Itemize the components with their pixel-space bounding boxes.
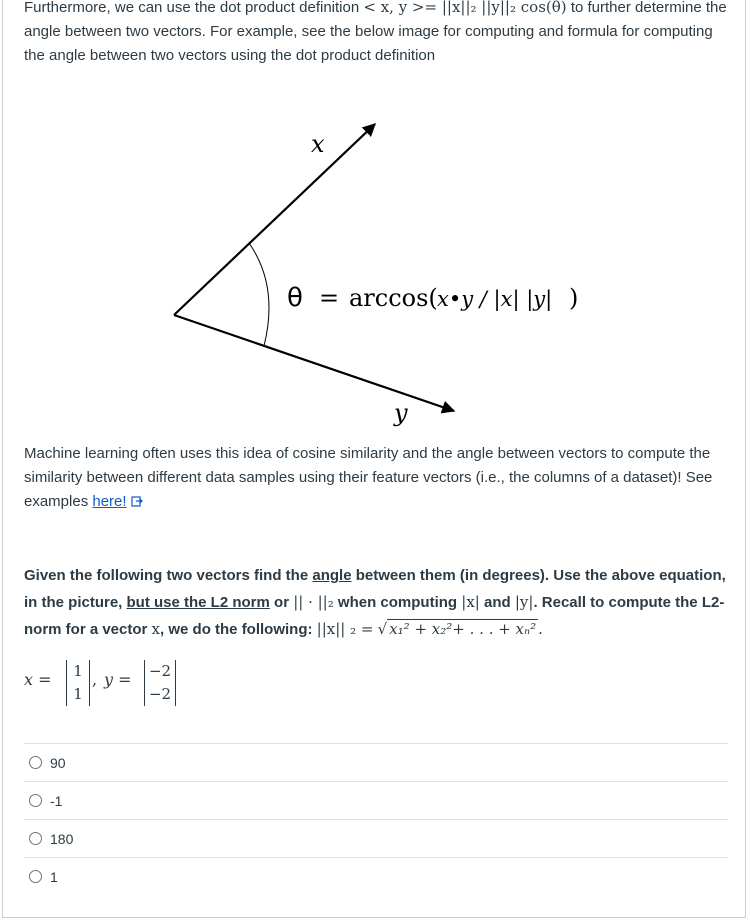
y-vector-symbol: y = (104, 670, 132, 689)
x-vector-value: 1 (73, 685, 83, 703)
answer-label: 180 (50, 831, 74, 847)
y-vector-label: y (394, 399, 408, 427)
answer-option[interactable] (24, 781, 728, 820)
question-frame (2, 0, 746, 918)
intro-text-2: to further determine the angle between two vectors. For example, see the below image for computing and formula for computing the angle between two vectors using the dot product definition (24, 0, 727, 64)
sqrt-expression: x₁² + x₂²+ . . . + xₙ² (389, 620, 537, 638)
question-text-1: Given the following two vectors find the (24, 567, 309, 584)
answer-option[interactable] (24, 819, 728, 858)
y-vector-value: −2 (148, 662, 172, 680)
x-vector-symbol: x = (24, 670, 52, 689)
norm-symbol: || · ||₂ (293, 593, 334, 611)
ml-text: Machine learning often uses this idea of cosine similarity and the angle between vectors to compute the similarity between different data samples using their feature vectors (i.e., the columns of a dataset)! See examples (24, 445, 713, 510)
angle-diagram (153, 108, 613, 428)
y-vector-value: −2 (148, 685, 172, 703)
abs-y: |y| (514, 593, 534, 611)
intro-paragraph (24, 0, 728, 68)
question-paragraph (24, 563, 728, 643)
examples-link[interactable]: here! (92, 493, 127, 510)
y-vector-matrix (144, 660, 176, 706)
x-vector-value: 1 (73, 662, 83, 680)
angle-term: angle (312, 567, 352, 584)
abs-x: |x| (461, 593, 480, 611)
x-vector-arrow (174, 124, 375, 315)
radio-button[interactable] (29, 794, 42, 807)
theta-symbol: θ (287, 283, 303, 313)
arccos-expression: x•y / |x| |y| (437, 287, 553, 311)
arccos-close-paren: ) (569, 284, 579, 312)
question-text-2: between them (in degrees). Use the above equation, in the picture, (24, 567, 726, 611)
l2-norm-lhs: ||x|| ₂ = (316, 620, 374, 638)
angle-arc (249, 243, 269, 346)
answer-option[interactable] (24, 857, 728, 896)
answer-option[interactable] (24, 743, 728, 782)
and-word: and (484, 594, 511, 611)
answer-label: 1 (50, 869, 58, 885)
answer-label: 90 (50, 755, 66, 771)
equals-sign: = (319, 284, 340, 312)
x-vector-matrix (66, 660, 90, 706)
x-vector-label: x (311, 130, 325, 158)
question-text-4: when computing (337, 594, 458, 611)
dot-product-formula: < x, y >= ||x||₂ ||y||₂ cos(θ) (363, 0, 567, 16)
radio-button[interactable] (29, 870, 42, 883)
question-text-6: , we do the following: (160, 621, 313, 638)
question-text-5: . Recall to compute the L2-norm for a vector (24, 594, 725, 638)
ml-paragraph (24, 442, 728, 514)
question-text-3: or (274, 594, 290, 611)
y-vector-arrow (174, 315, 454, 411)
answer-label: -1 (50, 793, 63, 809)
vector-comma: , (92, 670, 98, 689)
arccos-label: arccos( (349, 284, 438, 312)
radio-button[interactable] (29, 832, 42, 845)
external-link-icon[interactable] (131, 495, 143, 507)
formula-period: . (538, 620, 543, 638)
sqrt-sign: √ (377, 620, 388, 638)
vector-x-bold: x (151, 620, 161, 638)
radio-button[interactable] (29, 756, 42, 769)
l2-norm-term: but use the L2 norm (126, 594, 270, 611)
intro-text-1: Furthermore, we can use the dot product definition (24, 0, 360, 16)
